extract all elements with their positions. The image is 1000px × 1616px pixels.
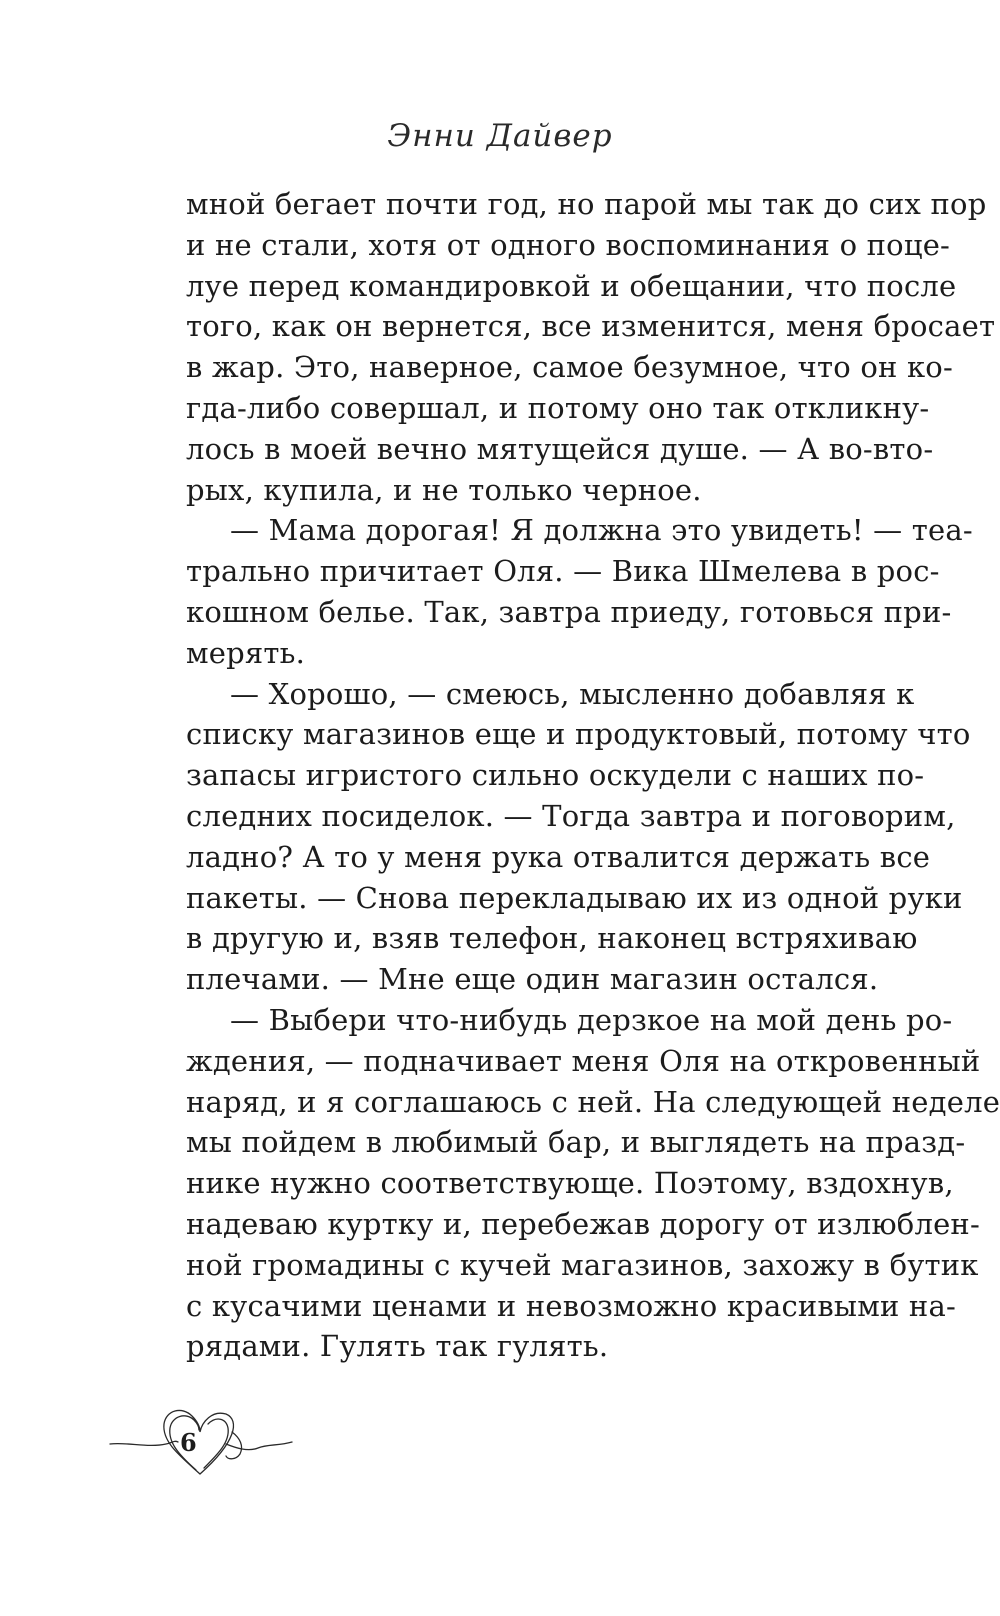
text-line: ладно? А то у меня рука отвалится держать все: [186, 839, 931, 874]
text-line: наряд, и я соглашаюсь с ней. На следующей неделе: [186, 1084, 1000, 1119]
text-line: трально причитает Оля. — Вика Шмелева в рос-: [186, 554, 940, 589]
page-number: 6: [180, 1428, 197, 1457]
text-line: — Хорошо, — смеюсь, мысленно добавляя к: [230, 676, 915, 711]
text-line: списку магазинов еще и продуктовый, потому что: [186, 717, 971, 752]
text-line: ждения, — подначивает меня Оля на откровенный: [186, 1043, 981, 1078]
text-line: луе перед командировкой и обещании, что после: [186, 268, 957, 303]
text-line: мы пойдем в любимый бар, и выглядеть на празд-: [186, 1125, 966, 1160]
running-head-author: Энни Дайвер: [387, 118, 613, 154]
text-line: ной громадины с кучей магазинов, захожу в бутик: [186, 1247, 979, 1282]
text-line: гда-либо совершал, и потому оно так откликну-: [186, 390, 930, 425]
text-line: рых, купила, и не только черное.: [186, 472, 702, 507]
text-line: лось в моей вечно мятущейся душе. — А во-вто-: [186, 431, 934, 466]
text-line: пакеты. — Снова перекладываю их из одной руки: [186, 880, 963, 915]
text-line: — Мама дорогая! Я должна это увидеть! — теа-: [230, 513, 973, 548]
body-text: [186, 184, 1000, 1367]
text-line: надеваю куртку и, перебежав дорогу от излюблен-: [186, 1206, 980, 1241]
heart-ornament-icon: [108, 1398, 308, 1478]
text-line: того, как он вернется, все изменится, меня бросает: [186, 309, 996, 344]
text-line: плечами. — Мне еще один магазин остался.: [186, 962, 879, 997]
text-line: в жар. Это, наверное, самое безумное, что он ко-: [186, 350, 953, 385]
text-line: нике нужно соответствующе. Поэтому, вздохнув,: [186, 1166, 954, 1201]
text-line: следних посиделок. — Тогда завтра и поговорим,: [186, 798, 956, 833]
text-line: — Выбери что-нибудь дерзкое на мой день ро-: [230, 1002, 953, 1037]
text-line: с кусачими ценами и невозможно красивыми на-: [186, 1288, 956, 1323]
text-line: запасы игристого сильно оскудели с наших по-: [186, 758, 925, 793]
text-line: мерять.: [186, 635, 306, 670]
text-line: в другую и, взяв телефон, наконец встряхиваю: [186, 921, 918, 956]
text-line: кошном белье. Так, завтра приеду, готовься при-: [186, 594, 952, 629]
text-line: рядами. Гулять так гулять.: [186, 1329, 609, 1364]
text-line: мной бегает почти год, но парой мы так до сих пор: [186, 187, 987, 221]
text-line: и не стали, хотя от одного воспоминания о поце-: [186, 227, 951, 262]
page-folio: [108, 1398, 308, 1478]
